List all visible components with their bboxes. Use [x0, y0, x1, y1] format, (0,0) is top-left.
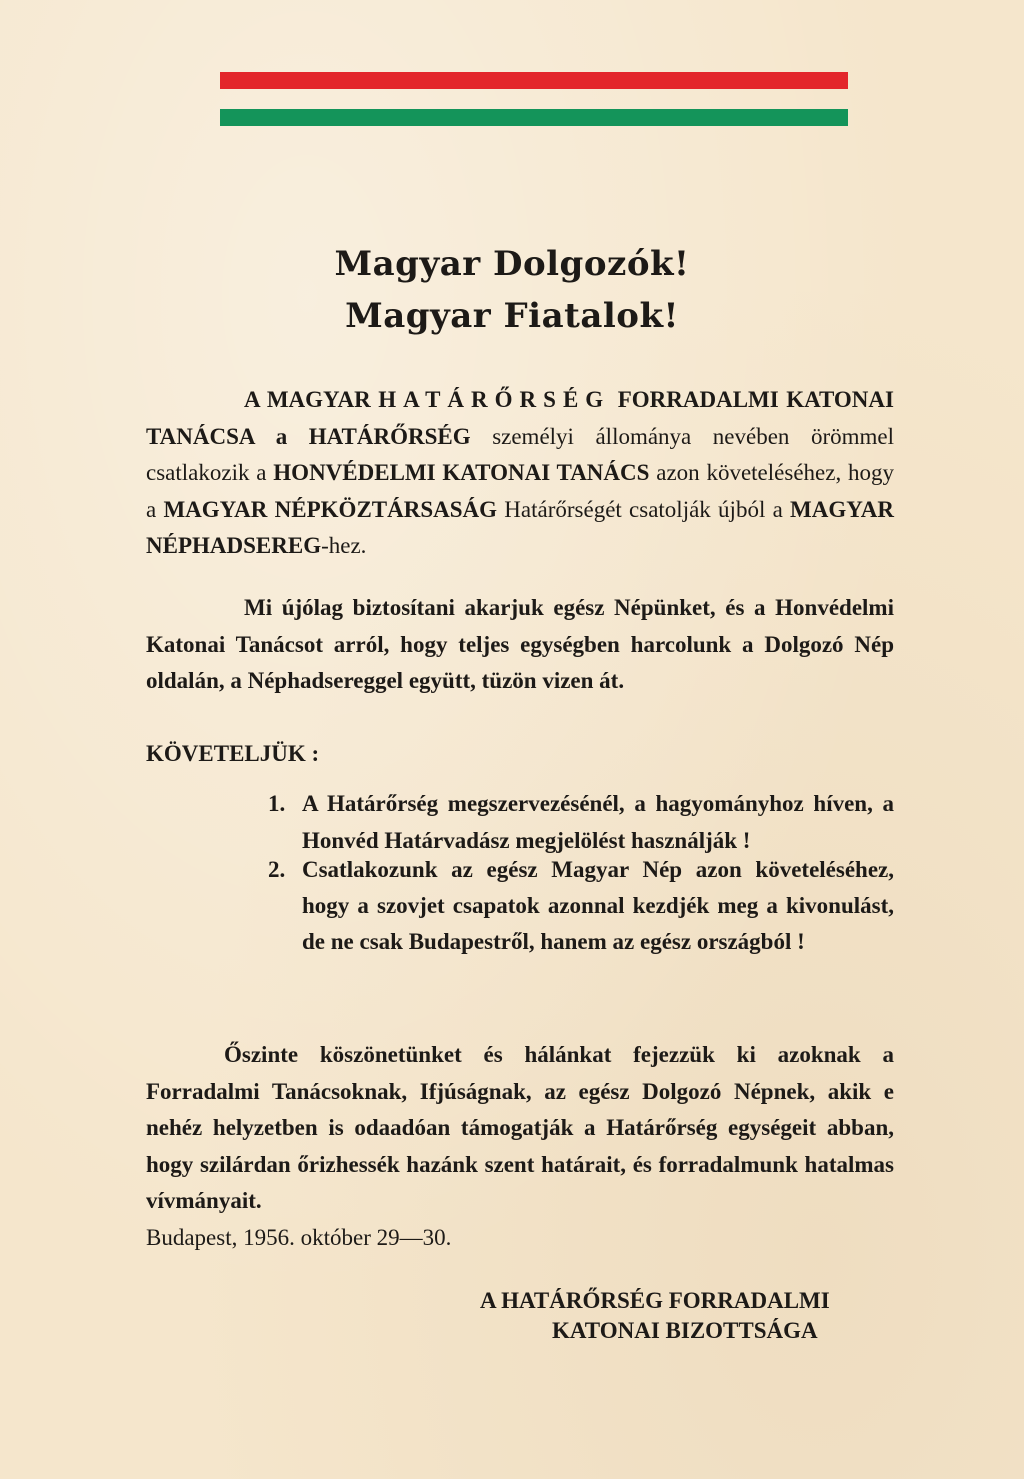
demand-item-1-number: 1.	[268, 791, 286, 816]
p1-part-i: MAGYAR NÉPHADSEREG	[146, 496, 894, 558]
date-line: Budapest, 1956. október 29—30.	[146, 1225, 452, 1250]
p1-part-b: HATÁRŐRSÉG	[378, 387, 611, 412]
signature-line-1: A HATÁRŐRSÉG FORRADALMI	[480, 1288, 830, 1313]
p1-part-g: MAGYAR NÉPKÖZTÁRSASÁG	[156, 496, 505, 522]
demand-item-2-text: Csatlakozunk az egész Magyar Nép azon követeléséhez, hogy a szovjet csapatok azonnal kezdjék meg a kivonulást, de ne csak Budapestről, hanem az egész országból !	[302, 857, 894, 954]
flag-green-stripe	[220, 109, 848, 126]
heading-line-1: Magyar Dolgozók!	[334, 244, 690, 284]
heading-line-2: Magyar Fiatalok!	[345, 296, 679, 336]
demand-item-2-number: 2.	[268, 857, 286, 882]
p1-part-c: FORRADALMI KATONAI TANÁCSA a HATÁRŐRSÉG	[146, 387, 894, 449]
p1-part-f: azon követeléséhez, hogy a	[146, 460, 894, 522]
demand-item-1-text: A Határőrség megszervezésénél, a hagyományhoz híven, a Honvéd Határvadász megjelölést használják !	[302, 791, 894, 853]
paragraph-1	[146, 382, 894, 565]
flag-red-stripe	[220, 72, 848, 89]
p1-part-j: -hez.	[321, 533, 367, 558]
signature-line-2: KATONAI BIZOTTSÁGA	[552, 1318, 818, 1343]
paragraph-thanks: Őszinte köszönetünket és hálánkat fejezzük ki azoknak a Forradalmi Tanácsoknak, Ifjúságnak, az egész Dolgozó Népnek, akik e nehéz helyzetben is odaadóan támogatják a Határőrség egységeit abban, hogy szilárdan őrizhessék hazánk szent határait, és forradalmunk hatalmas vívmányait.	[146, 1042, 894, 1213]
paragraph-2: Mi újólag biztosítani akarjuk egész Népünket, és a Honvédelmi Katonai Tanácsot arról, hogy teljes egységben harcolunk a Dolgozó Nép oldalán, a Néphadsereggel együtt, tüzön vizen át.	[146, 595, 894, 693]
p1-part-d: személyi állománya nevében örömmel csatlakozik a	[146, 423, 894, 485]
p1-part-a: A MAGYAR	[244, 387, 379, 412]
p1-part-e: HONVÉDELMI KATONAI TANÁCS	[266, 460, 657, 485]
p1-part-h: Határőrségét csatolják újból a	[504, 496, 783, 522]
demands-heading: KÖVETELJÜK :	[146, 741, 320, 766]
